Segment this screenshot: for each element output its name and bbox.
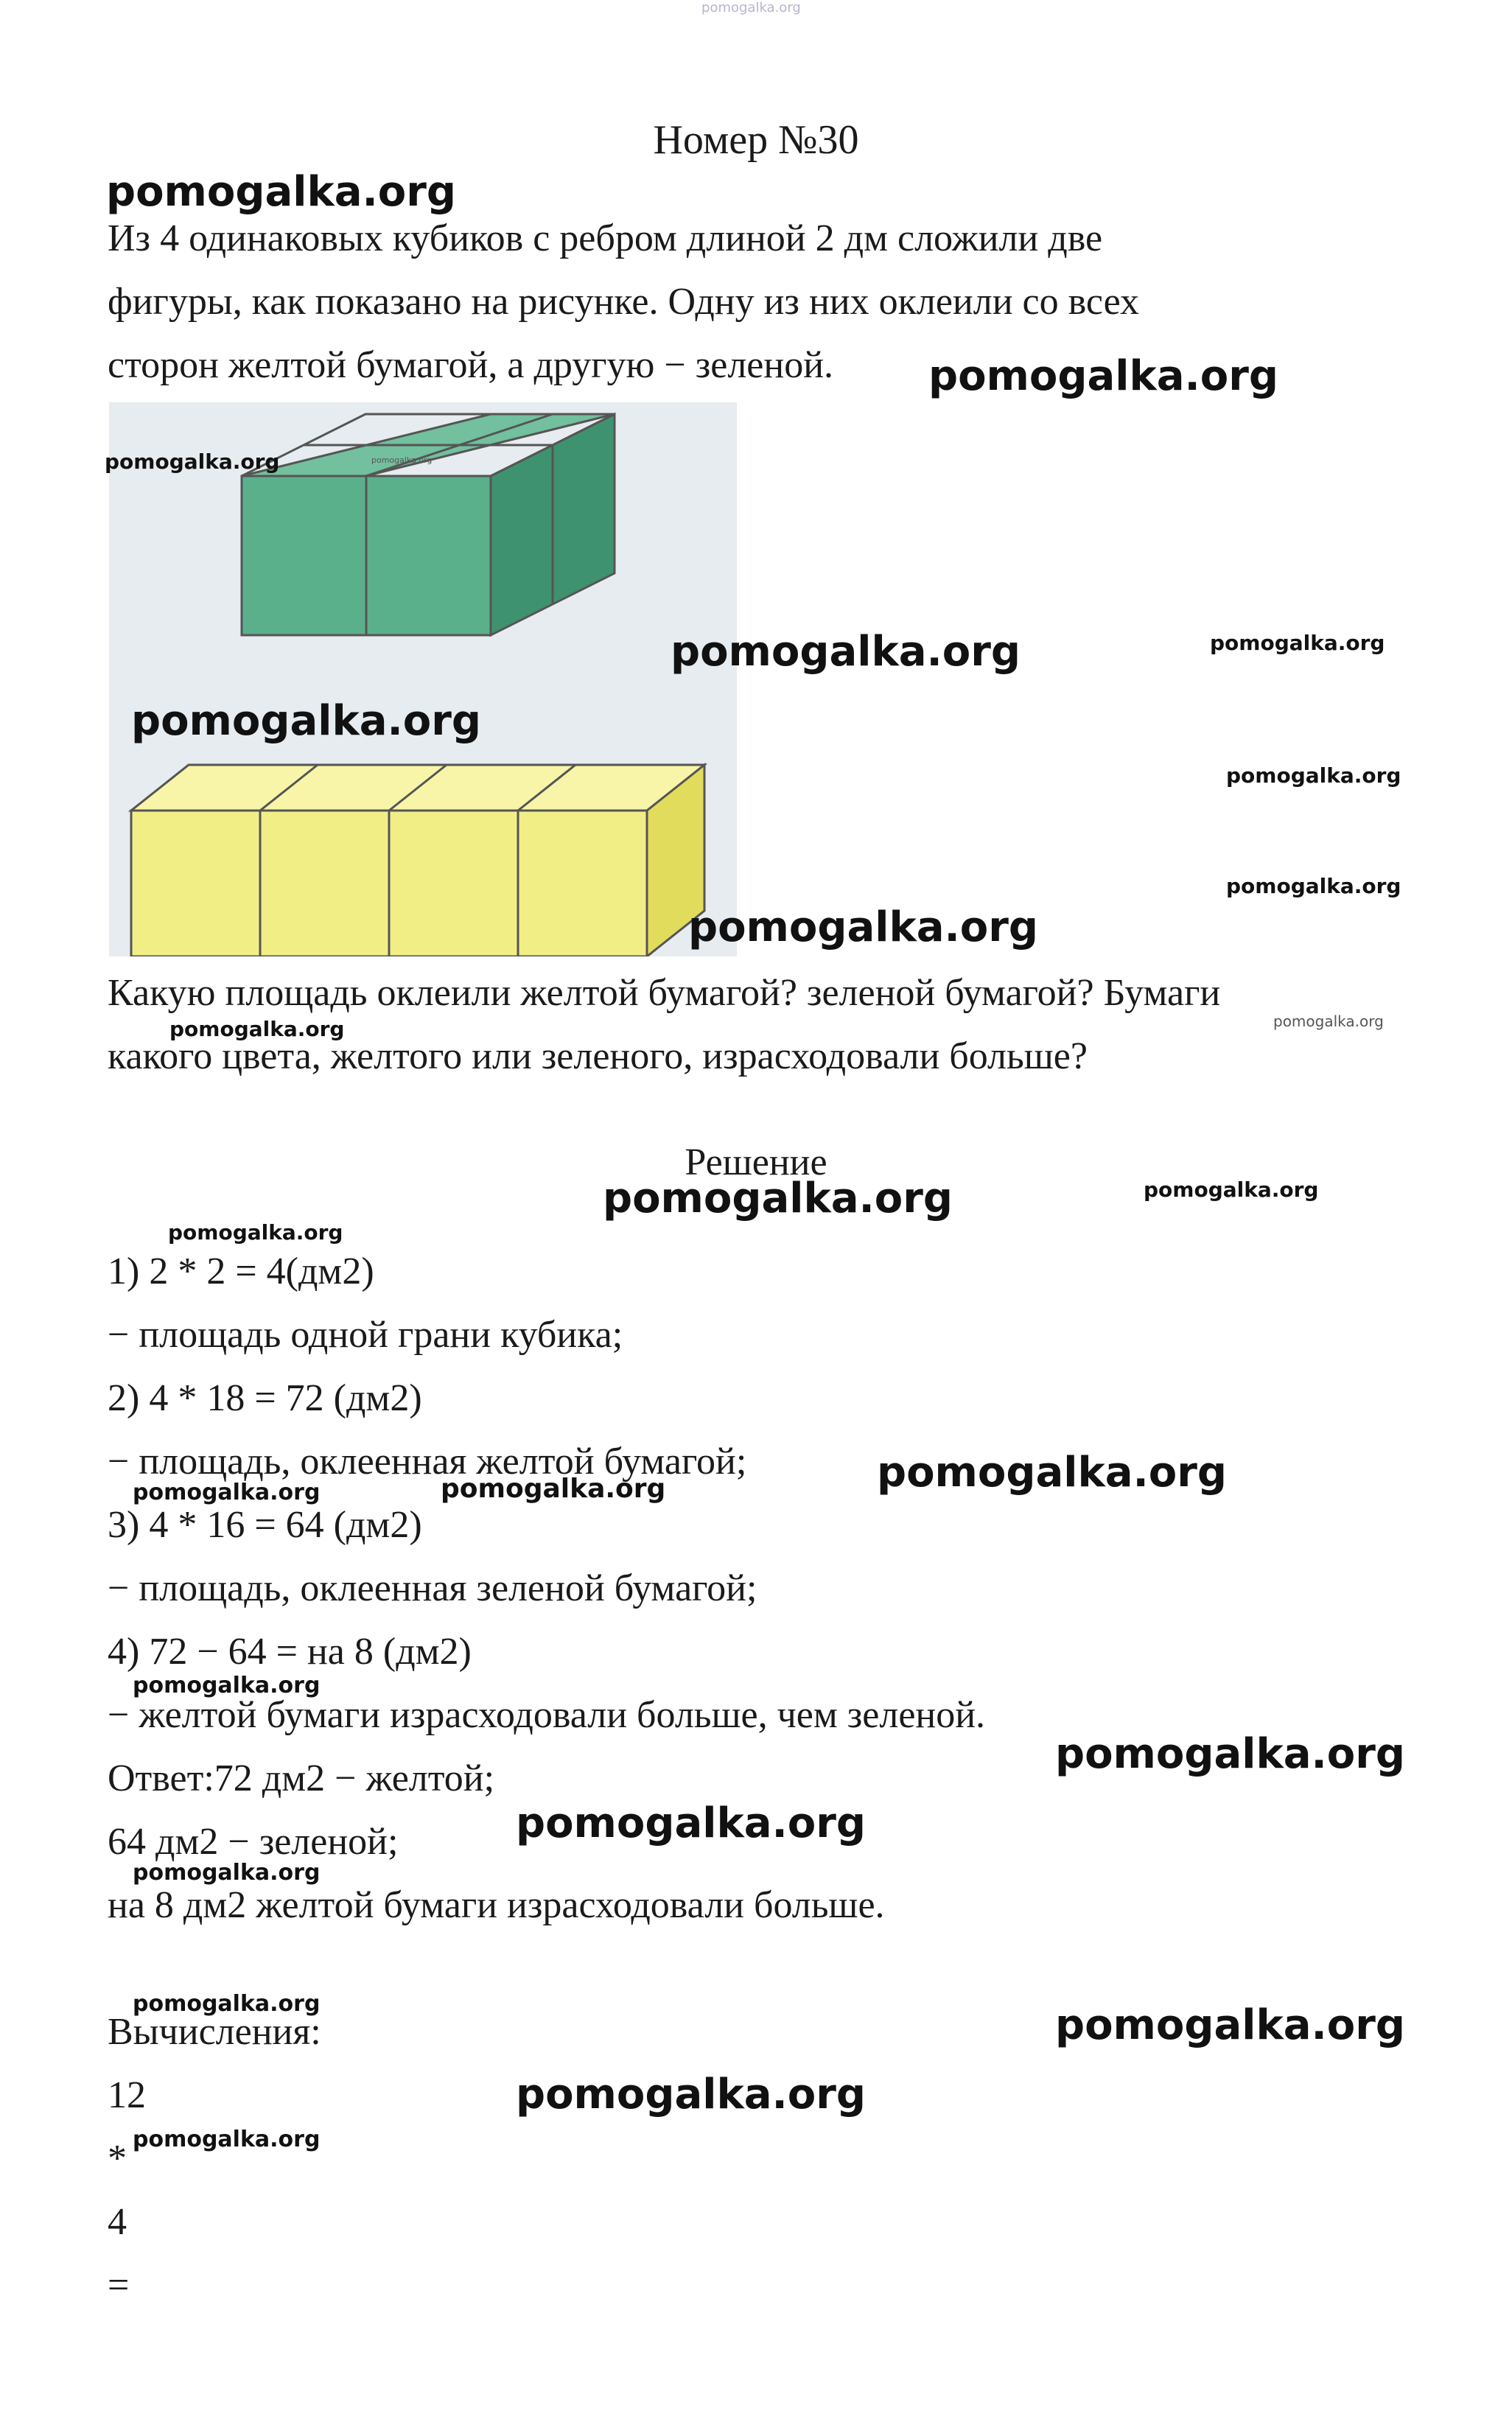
watermark: pomogalka.org: [516, 2071, 866, 2118]
watermark: pomogalka.org: [1226, 763, 1401, 788]
solution-step-1: 1) 2 * 2 = 4(дм2): [108, 1250, 374, 1292]
solution-step-2: 2) 4 * 18 = 72 (дм2): [108, 1377, 422, 1419]
green-block: [242, 414, 615, 635]
solution-step-4-note: − желтой бумаги израсходовали больше, чем зеленой.: [108, 1694, 986, 1736]
watermark: pomogalka.org: [516, 1799, 866, 1847]
watermark: pomogalka.org: [133, 1480, 321, 1505]
question-line-1: Какую площадь оклеили желтой бумагой? зеленой бумагой? Бумаги: [108, 972, 1221, 1014]
watermark: pomogalka.org: [688, 903, 1038, 951]
watermark: pomogalka.org: [1055, 2001, 1405, 2049]
answer-line-3: на 8 дм2 желтой бумаги израсходовали больше.: [108, 1884, 885, 1926]
watermark: pomogalka.org: [441, 1474, 666, 1504]
watermark-top: pomogalka.org: [701, 0, 801, 15]
problem-line-2: фигуры, как показано на рисунке. Одну из них оклеили со всех: [108, 281, 1139, 323]
watermark: pomogalka.org: [1055, 1730, 1405, 1778]
calc-line-1: 12: [108, 2074, 146, 2116]
watermark: pomogalka.org: [671, 628, 1021, 676]
solution-step-2-note: − площадь, оклеенная желтой бумагой;: [108, 1441, 747, 1483]
watermark: pomogalka.org: [133, 1860, 321, 1886]
watermark: pomogalka.org: [133, 1673, 321, 1698]
yellow-block: [131, 765, 704, 956]
question-line-2: какого цвета, желтого или зеленого, израсходовали больше?: [108, 1035, 1088, 1077]
answer-line-2: 64 дм2 − зеленой;: [108, 1821, 399, 1863]
watermark: pomogalka.org: [169, 1017, 345, 1041]
solution-step-4: 4) 72 − 64 = на 8 (дм2): [108, 1631, 472, 1673]
watermark: pomogalka.org: [106, 168, 456, 216]
watermark: pomogalka.org: [105, 449, 280, 474]
watermark: pomogalka.org: [131, 697, 481, 745]
watermark: pomogalka.org: [928, 352, 1278, 400]
calc-line-4: =: [108, 2264, 130, 2306]
watermark: pomogalka.org: [133, 1991, 321, 2017]
watermark: pomogalka.org: [1144, 1177, 1319, 1202]
problem-line-3: сторон желтой бумагой, а другую − зеленой.: [108, 344, 834, 386]
calc-line-2: *: [108, 2138, 127, 2180]
watermark: pomogalka.org: [1210, 631, 1385, 655]
solution-step-3: 3) 4 * 16 = 64 (дм2): [108, 1504, 422, 1546]
answer-line-1: Ответ:72 дм2 − желтой;: [108, 1757, 495, 1799]
watermark: pomogalka.org: [168, 1220, 343, 1245]
page-title: Номер №30: [653, 117, 859, 163]
watermark: pomogalka.org: [371, 455, 433, 465]
watermark: pomogalka.org: [1273, 1012, 1384, 1030]
calculations-heading: Вычисления:: [108, 2011, 321, 2053]
watermark: pomogalka.org: [133, 2127, 321, 2152]
solution-step-3-note: − площадь, оклеенная зеленой бумагой;: [108, 1567, 757, 1609]
watermark: pomogalka.org: [1226, 874, 1401, 898]
cubes-figure: [109, 402, 737, 956]
problem-line-1: Из 4 одинаковых кубиков с ребром длиной 2 дм сложили две: [108, 217, 1103, 259]
watermark: pomogalka.org: [603, 1175, 953, 1222]
calc-line-3: 4: [108, 2201, 127, 2243]
solution-heading: Решение: [685, 1141, 827, 1183]
watermark: pomogalka.org: [877, 1449, 1227, 1497]
solution-step-1-note: − площадь одной грани кубика;: [108, 1314, 623, 1356]
